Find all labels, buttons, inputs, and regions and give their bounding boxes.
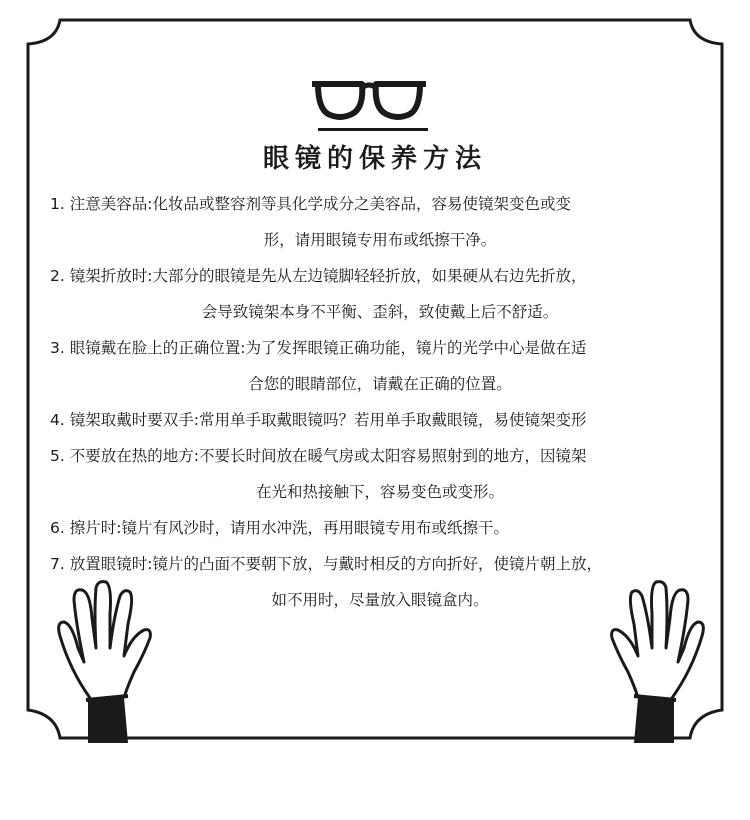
instruction-line-1: 4. 镜架取戴时要双手:常用单手取戴眼镜吗？若用单手取戴眼镜，易使镜架变形 (50, 411, 587, 429)
eyeglasses-icon (312, 78, 426, 122)
title-underline (318, 128, 428, 131)
care-instructions-list (46, 186, 714, 618)
instruction-line-1: 5. 不要放在热的地方:不要长时间放在暖气房或太阳容易照射到的地方，因镜架 (50, 447, 587, 465)
instruction-line-1: 6. 擦片时:镜片有风沙时，请用水冲洗，再用眼镜专用布或纸擦干。 (50, 519, 509, 537)
instruction-line-2: 在光和热接触下，容易变色或变形。 (255, 483, 504, 501)
instruction-item-5 (46, 438, 714, 510)
page-title: 眼镜的保养方法 (262, 144, 487, 174)
instruction-item-1 (46, 186, 714, 258)
instruction-line-1: 3. 眼镜戴在脸上的正确位置:为了发挥眼镜正确功能，镜片的光学中心是做在适 (50, 339, 587, 357)
instruction-line-2: 如不用时，尽量放入眼镜盒内。 (271, 591, 489, 609)
instruction-line-2: 形，请用眼镜专用布或纸擦干净。 (263, 231, 497, 249)
instruction-line-1: 1. 注意美容品:化妆品或整容剂等具化学成分之美容品，容易使镜架变色或变 (50, 195, 571, 213)
instruction-line-1: 2. 镜架折放时:大部分的眼镜是先从左边镜脚轻轻折放，如果硬从右边先折放， (50, 267, 587, 285)
instruction-line-1: 7. 放置眼镜时:镜片的凸面不要朝下放，与戴时相反的方向折好，使镜片朝上放， (50, 555, 602, 573)
instruction-item-3 (46, 330, 714, 402)
instruction-item-6 (46, 510, 714, 546)
instruction-item-4 (46, 402, 714, 438)
right-hand-illustration (598, 578, 710, 743)
instruction-line-2: 合您的眼睛部位，请戴在正确的位置。 (248, 375, 512, 393)
instruction-item-2 (46, 258, 714, 330)
left-hand-illustration (52, 578, 164, 743)
instruction-line-2: 会导致镜架本身不平衡、歪斜，致使戴上后不舒适。 (201, 303, 559, 321)
